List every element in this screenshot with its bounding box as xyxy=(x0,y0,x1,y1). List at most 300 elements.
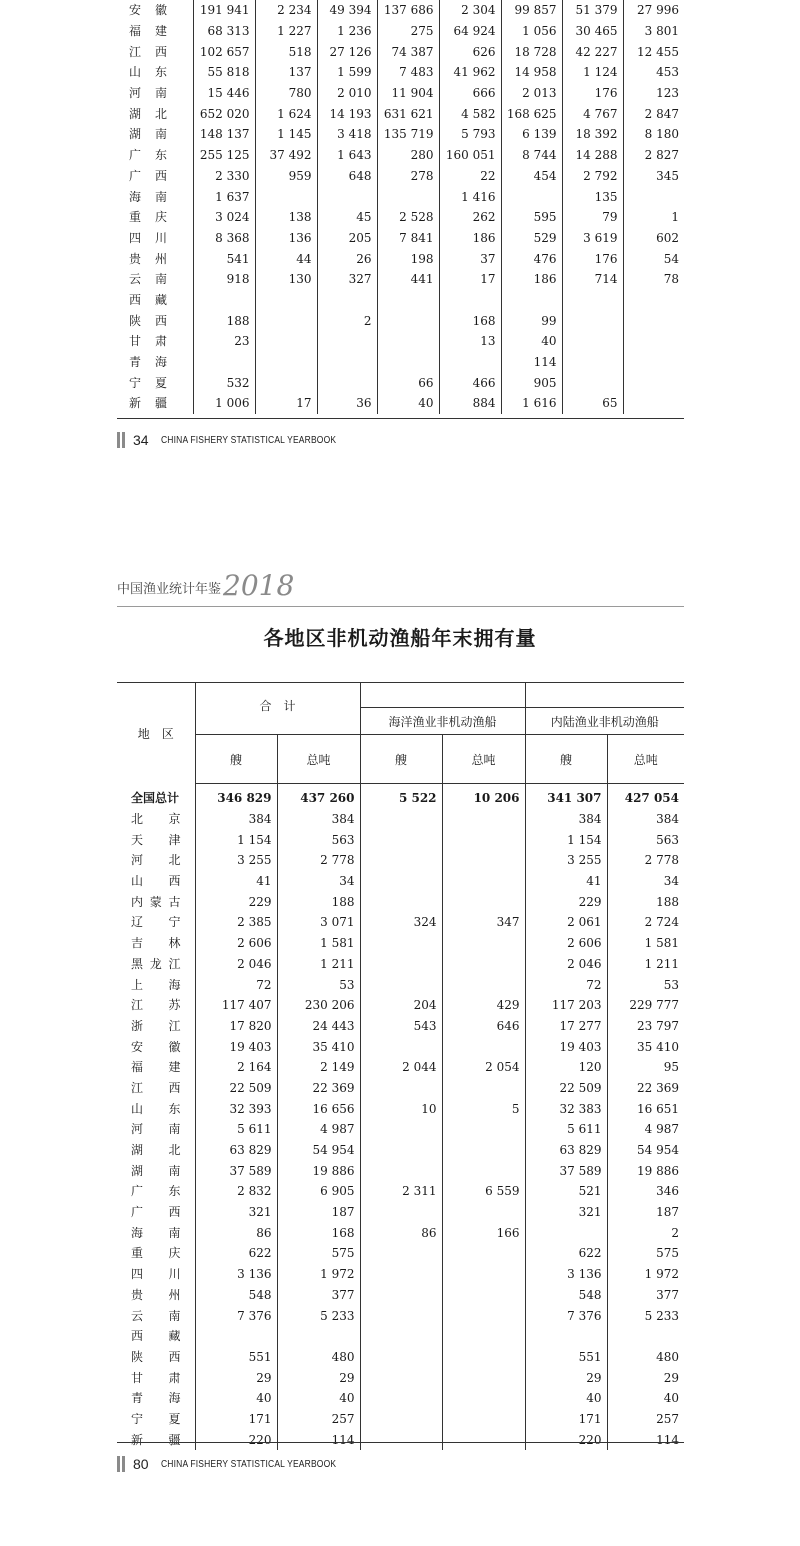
value-cell: 3 136 xyxy=(195,1264,277,1285)
table-row xyxy=(117,1078,684,1099)
value-cell: 16 651 xyxy=(607,1098,684,1119)
value-cell: 44 xyxy=(255,248,317,269)
value-cell: 7 376 xyxy=(525,1305,607,1326)
value-cell: 262 xyxy=(439,207,501,228)
value-cell xyxy=(360,1119,442,1140)
table-row xyxy=(117,124,684,145)
region-cell: 新疆 xyxy=(131,1432,181,1447)
col-tonnage-header: 总吨 xyxy=(607,735,684,784)
region-cell: 四川 xyxy=(131,1267,181,1282)
value-cell: 99 xyxy=(501,310,562,331)
footer-top xyxy=(117,431,367,449)
value-cell: 198 xyxy=(377,248,439,269)
table-row xyxy=(117,1305,684,1326)
value-cell xyxy=(360,1305,442,1326)
value-cell: 41 xyxy=(195,871,277,892)
value-cell: 41 962 xyxy=(439,62,501,83)
value-cell: 37 xyxy=(439,248,501,269)
value-cell: 186 xyxy=(439,228,501,249)
value-cell: 2 311 xyxy=(360,1181,442,1202)
value-cell: 2 234 xyxy=(255,0,317,21)
value-cell xyxy=(360,809,442,830)
value-cell: 99 857 xyxy=(501,0,562,21)
value-cell xyxy=(377,186,439,207)
value-cell: 2 606 xyxy=(525,933,607,954)
table-row xyxy=(117,228,684,249)
value-cell: 15 446 xyxy=(193,83,255,104)
value-cell: 72 xyxy=(525,974,607,995)
value-cell xyxy=(255,310,317,331)
group-marine-header: 海洋渔业非机动渔船 xyxy=(360,708,525,735)
table-row xyxy=(117,1140,684,1161)
value-cell: 10 206 xyxy=(442,784,525,809)
value-cell: 230 206 xyxy=(277,995,360,1016)
col-ships-header: 艘 xyxy=(360,735,442,784)
value-cell: 114 xyxy=(501,352,562,373)
value-cell: 16 656 xyxy=(277,1098,360,1119)
value-cell: 22 369 xyxy=(607,1078,684,1099)
region-cell: 青海 xyxy=(131,1391,181,1406)
table-row xyxy=(117,331,684,352)
region-cell: 山东 xyxy=(131,1101,181,1116)
value-cell: 1 416 xyxy=(439,186,501,207)
value-cell: 2 046 xyxy=(195,954,277,975)
region-cell: 宁夏 xyxy=(129,375,182,390)
value-cell: 117 407 xyxy=(195,995,277,1016)
footer-text: CHINA FISHERY STATISTICAL YEARBOOK xyxy=(160,1458,336,1470)
region-cell: 天津 xyxy=(131,832,181,847)
table-row xyxy=(117,269,684,290)
value-cell: 2 385 xyxy=(195,912,277,933)
value-cell xyxy=(360,1264,442,1285)
value-cell: 79 xyxy=(562,207,623,228)
value-cell: 95 xyxy=(607,1057,684,1078)
region-cell: 北京 xyxy=(131,812,181,827)
value-cell xyxy=(442,1326,525,1347)
footer-bar xyxy=(122,1456,125,1472)
value-cell: 2 061 xyxy=(525,912,607,933)
value-cell: 137 686 xyxy=(377,0,439,21)
value-cell: 86 xyxy=(195,1222,277,1243)
table-row xyxy=(117,954,684,975)
value-cell: 26 xyxy=(317,248,377,269)
table-row xyxy=(117,186,684,207)
group-inland-header: 内陆渔业非机动渔船 xyxy=(525,708,684,735)
table-row xyxy=(117,871,684,892)
value-cell: 1 154 xyxy=(195,829,277,850)
value-cell: 2 304 xyxy=(439,0,501,21)
col-ships-header: 艘 xyxy=(525,735,607,784)
value-cell: 1 624 xyxy=(255,103,317,124)
value-cell: 160 051 xyxy=(439,145,501,166)
value-cell: 1 006 xyxy=(193,393,255,414)
value-cell xyxy=(360,829,442,850)
region-header: 地 区 xyxy=(137,726,174,741)
value-cell: 1 972 xyxy=(607,1264,684,1285)
value-cell: 49 394 xyxy=(317,0,377,21)
region-cell: 江苏 xyxy=(131,998,181,1013)
table-row xyxy=(117,809,684,830)
value-cell: 5 611 xyxy=(525,1119,607,1140)
value-cell xyxy=(360,933,442,954)
value-cell xyxy=(255,352,317,373)
value-cell: 4 767 xyxy=(562,103,623,124)
value-cell xyxy=(442,829,525,850)
value-cell: 2 778 xyxy=(607,850,684,871)
value-cell: 168 625 xyxy=(501,103,562,124)
table-row xyxy=(117,1098,684,1119)
value-cell xyxy=(360,1202,442,1223)
value-cell: 19 886 xyxy=(277,1160,360,1181)
region-cell: 湖南 xyxy=(129,127,182,142)
value-cell: 19 403 xyxy=(525,1036,607,1057)
value-cell: 1 616 xyxy=(501,393,562,414)
table-row xyxy=(117,1202,684,1223)
value-cell: 7 841 xyxy=(377,228,439,249)
value-cell: 648 xyxy=(317,166,377,187)
value-cell: 53 xyxy=(277,974,360,995)
value-cell: 204 xyxy=(360,995,442,1016)
value-cell: 521 xyxy=(525,1181,607,1202)
table-row xyxy=(117,784,684,809)
value-cell: 918 xyxy=(193,269,255,290)
value-cell: 5 793 xyxy=(439,124,501,145)
table-row xyxy=(117,1119,684,1140)
value-cell xyxy=(255,372,317,393)
table-row xyxy=(117,1222,684,1243)
value-cell: 168 xyxy=(277,1222,360,1243)
footer-text: CHINA FISHERY STATISTICAL YEARBOOK xyxy=(160,434,336,446)
value-cell: 205 xyxy=(317,228,377,249)
value-cell xyxy=(442,1285,525,1306)
value-cell: 1 637 xyxy=(193,186,255,207)
region-cell: 福建 xyxy=(131,1060,181,1075)
value-cell xyxy=(442,1202,525,1223)
table-row xyxy=(117,372,684,393)
value-cell: 3 418 xyxy=(317,124,377,145)
footer-bar xyxy=(117,432,120,448)
spacer xyxy=(360,683,525,708)
value-cell: 1 581 xyxy=(277,933,360,954)
value-cell: 37 589 xyxy=(195,1160,277,1181)
value-cell: 66 xyxy=(377,372,439,393)
value-cell: 2 044 xyxy=(360,1057,442,1078)
value-cell: 543 xyxy=(360,1016,442,1037)
value-cell: 18 728 xyxy=(501,41,562,62)
value-cell: 5 233 xyxy=(607,1305,684,1326)
table-row xyxy=(117,62,684,83)
value-cell xyxy=(562,290,623,311)
value-cell: 34 xyxy=(277,871,360,892)
region-cell: 内蒙古 xyxy=(131,894,181,909)
value-cell: 186 xyxy=(501,269,562,290)
col-tonnage-header: 总吨 xyxy=(277,735,360,784)
value-cell: 53 xyxy=(607,974,684,995)
value-cell xyxy=(317,186,377,207)
region-cell: 河北 xyxy=(131,853,181,868)
value-cell: 29 xyxy=(277,1367,360,1388)
region-cell: 西藏 xyxy=(129,292,182,307)
region-cell: 湖北 xyxy=(129,106,182,121)
value-cell: 138 xyxy=(255,207,317,228)
value-cell: 5 xyxy=(442,1098,525,1119)
value-cell: 102 657 xyxy=(193,41,255,62)
value-cell: 2 013 xyxy=(501,83,562,104)
value-cell xyxy=(360,1409,442,1430)
value-cell: 130 xyxy=(255,269,317,290)
value-cell: 191 941 xyxy=(193,0,255,21)
value-cell: 3 071 xyxy=(277,912,360,933)
table-row xyxy=(117,1160,684,1181)
value-cell: 36 xyxy=(317,393,377,414)
table-row xyxy=(117,0,684,21)
table-row xyxy=(117,891,684,912)
value-cell: 135 xyxy=(562,186,623,207)
value-cell: 622 xyxy=(525,1243,607,1264)
value-cell: 8 180 xyxy=(623,124,684,145)
value-cell: 171 xyxy=(525,1409,607,1430)
value-cell: 2 792 xyxy=(562,166,623,187)
value-cell: 346 xyxy=(607,1181,684,1202)
value-cell: 6 139 xyxy=(501,124,562,145)
value-cell xyxy=(360,1160,442,1181)
region-cell: 广西 xyxy=(131,1205,181,1220)
value-cell: 63 829 xyxy=(195,1140,277,1161)
value-cell: 480 xyxy=(607,1347,684,1368)
value-cell: 631 621 xyxy=(377,103,439,124)
value-cell xyxy=(501,186,562,207)
value-cell: 29 xyxy=(525,1367,607,1388)
value-cell: 2 054 xyxy=(442,1057,525,1078)
value-cell: 666 xyxy=(439,83,501,104)
value-cell xyxy=(562,352,623,373)
value-cell: 652 020 xyxy=(193,103,255,124)
value-cell: 29 xyxy=(195,1367,277,1388)
value-cell xyxy=(442,1140,525,1161)
value-cell: 5 233 xyxy=(277,1305,360,1326)
value-cell: 176 xyxy=(562,248,623,269)
value-cell: 13 xyxy=(439,331,501,352)
value-cell: 280 xyxy=(377,145,439,166)
value-cell xyxy=(360,871,442,892)
value-cell: 4 987 xyxy=(277,1119,360,1140)
value-cell: 345 xyxy=(623,166,684,187)
value-cell: 166 xyxy=(442,1222,525,1243)
table-row xyxy=(117,829,684,850)
region-cell: 辽宁 xyxy=(131,915,181,930)
table-row xyxy=(117,974,684,995)
value-cell: 5 522 xyxy=(360,784,442,809)
value-cell: 3 255 xyxy=(195,850,277,871)
table-row xyxy=(117,393,684,414)
table-row xyxy=(117,310,684,331)
value-cell: 123 xyxy=(623,83,684,104)
value-cell xyxy=(442,1429,525,1450)
region-cell: 福建 xyxy=(129,24,182,39)
region-cell: 海南 xyxy=(129,189,182,204)
value-cell: 176 xyxy=(562,83,623,104)
spacer xyxy=(525,683,684,708)
value-cell: 42 227 xyxy=(562,41,623,62)
region-cell: 湖北 xyxy=(131,1143,181,1158)
value-cell: 1 227 xyxy=(255,21,317,42)
value-cell: 346 829 xyxy=(195,784,277,809)
value-cell: 2 528 xyxy=(377,207,439,228)
value-cell: 32 383 xyxy=(525,1098,607,1119)
table-row xyxy=(117,103,684,124)
region-cell: 浙江 xyxy=(131,1018,181,1033)
region-cell: 江西 xyxy=(131,1080,181,1095)
value-cell xyxy=(501,290,562,311)
value-cell: 959 xyxy=(255,166,317,187)
value-cell xyxy=(377,290,439,311)
value-cell: 257 xyxy=(607,1409,684,1430)
value-cell xyxy=(623,310,684,331)
col-tonnage-header: 总吨 xyxy=(442,735,525,784)
value-cell: 171 xyxy=(195,1409,277,1430)
value-cell: 72 xyxy=(195,974,277,995)
footer-bar xyxy=(122,432,125,448)
value-cell: 551 xyxy=(525,1347,607,1368)
table-row xyxy=(117,83,684,104)
value-cell: 40 xyxy=(501,331,562,352)
value-cell: 45 xyxy=(317,207,377,228)
region-cell: 青海 xyxy=(129,355,182,370)
value-cell: 427 054 xyxy=(607,784,684,809)
value-cell: 2 xyxy=(607,1222,684,1243)
value-cell: 714 xyxy=(562,269,623,290)
value-cell: 1 145 xyxy=(255,124,317,145)
table-row xyxy=(117,352,684,373)
value-cell xyxy=(442,1305,525,1326)
value-cell: 14 288 xyxy=(562,145,623,166)
value-cell xyxy=(360,1429,442,1450)
value-cell: 54 954 xyxy=(277,1140,360,1161)
value-cell xyxy=(360,954,442,975)
value-cell: 30 465 xyxy=(562,21,623,42)
value-cell: 622 xyxy=(195,1243,277,1264)
value-cell: 2 606 xyxy=(195,933,277,954)
value-cell: 905 xyxy=(501,372,562,393)
region-cell: 重庆 xyxy=(131,1246,181,1261)
value-cell xyxy=(360,850,442,871)
table-row xyxy=(117,207,684,228)
value-cell: 68 313 xyxy=(193,21,255,42)
region-cell: 河南 xyxy=(131,1122,181,1137)
value-cell: 2 827 xyxy=(623,145,684,166)
value-cell: 575 xyxy=(607,1243,684,1264)
value-cell: 22 509 xyxy=(525,1078,607,1099)
value-cell xyxy=(255,290,317,311)
value-cell xyxy=(607,1326,684,1347)
region-cell: 新疆 xyxy=(129,396,182,411)
book-year: 2018 xyxy=(223,569,295,602)
region-cell: 陕西 xyxy=(131,1349,181,1364)
value-cell xyxy=(193,290,255,311)
value-cell xyxy=(562,372,623,393)
value-cell: 1 236 xyxy=(317,21,377,42)
value-cell xyxy=(360,1140,442,1161)
value-cell: 3 801 xyxy=(623,21,684,42)
value-cell: 327 xyxy=(317,269,377,290)
value-cell: 22 xyxy=(439,166,501,187)
value-cell: 1 xyxy=(623,207,684,228)
value-cell: 51 379 xyxy=(562,0,623,21)
value-cell xyxy=(442,1347,525,1368)
value-cell: 120 xyxy=(525,1057,607,1078)
region-cell: 河南 xyxy=(129,86,182,101)
value-cell xyxy=(623,372,684,393)
value-cell: 168 xyxy=(439,310,501,331)
value-cell xyxy=(623,290,684,311)
value-cell: 2 832 xyxy=(195,1181,277,1202)
region-cell: 重庆 xyxy=(129,210,182,225)
value-cell: 220 xyxy=(525,1429,607,1450)
value-cell: 22 369 xyxy=(277,1078,360,1099)
value-cell xyxy=(442,809,525,830)
value-cell xyxy=(360,1347,442,1368)
value-cell xyxy=(360,1326,442,1347)
value-cell: 4 582 xyxy=(439,103,501,124)
value-cell: 2 724 xyxy=(607,912,684,933)
region-cell: 湖南 xyxy=(131,1163,181,1178)
region-cell: 山东 xyxy=(129,65,182,80)
value-cell: 437 260 xyxy=(277,784,360,809)
value-cell xyxy=(255,186,317,207)
value-cell: 321 xyxy=(525,1202,607,1223)
region-cell: 黑龙江 xyxy=(131,956,181,971)
value-cell: 63 829 xyxy=(525,1140,607,1161)
region-cell: 全国总计 xyxy=(131,791,180,806)
value-cell: 2 046 xyxy=(525,954,607,975)
value-cell: 54 xyxy=(623,248,684,269)
value-cell: 377 xyxy=(277,1285,360,1306)
value-cell: 1 056 xyxy=(501,21,562,42)
value-cell: 441 xyxy=(377,269,439,290)
table-row xyxy=(117,1429,684,1450)
value-cell: 54 954 xyxy=(607,1140,684,1161)
value-cell: 377 xyxy=(607,1285,684,1306)
value-cell: 2 010 xyxy=(317,83,377,104)
value-cell: 14 193 xyxy=(317,103,377,124)
value-cell xyxy=(360,1388,442,1409)
value-cell: 255 125 xyxy=(193,145,255,166)
value-cell xyxy=(442,974,525,995)
value-cell: 6 905 xyxy=(277,1181,360,1202)
value-cell: 548 xyxy=(195,1285,277,1306)
value-cell: 563 xyxy=(607,829,684,850)
value-cell xyxy=(360,974,442,995)
value-cell: 78 xyxy=(623,269,684,290)
page-number: 34 xyxy=(133,432,149,448)
value-cell xyxy=(317,352,377,373)
value-cell: 65 xyxy=(562,393,623,414)
value-cell: 1 972 xyxy=(277,1264,360,1285)
value-cell: 23 797 xyxy=(607,1016,684,1037)
value-cell xyxy=(360,891,442,912)
value-cell: 3 619 xyxy=(562,228,623,249)
value-cell: 35 410 xyxy=(607,1036,684,1057)
value-cell: 40 xyxy=(195,1388,277,1409)
value-cell xyxy=(255,331,317,352)
value-cell: 548 xyxy=(525,1285,607,1306)
value-cell: 14 958 xyxy=(501,62,562,83)
main-table xyxy=(117,682,684,1450)
upper-table-rule xyxy=(117,418,684,419)
value-cell: 3 024 xyxy=(193,207,255,228)
table-row xyxy=(117,1367,684,1388)
table-row xyxy=(117,248,684,269)
